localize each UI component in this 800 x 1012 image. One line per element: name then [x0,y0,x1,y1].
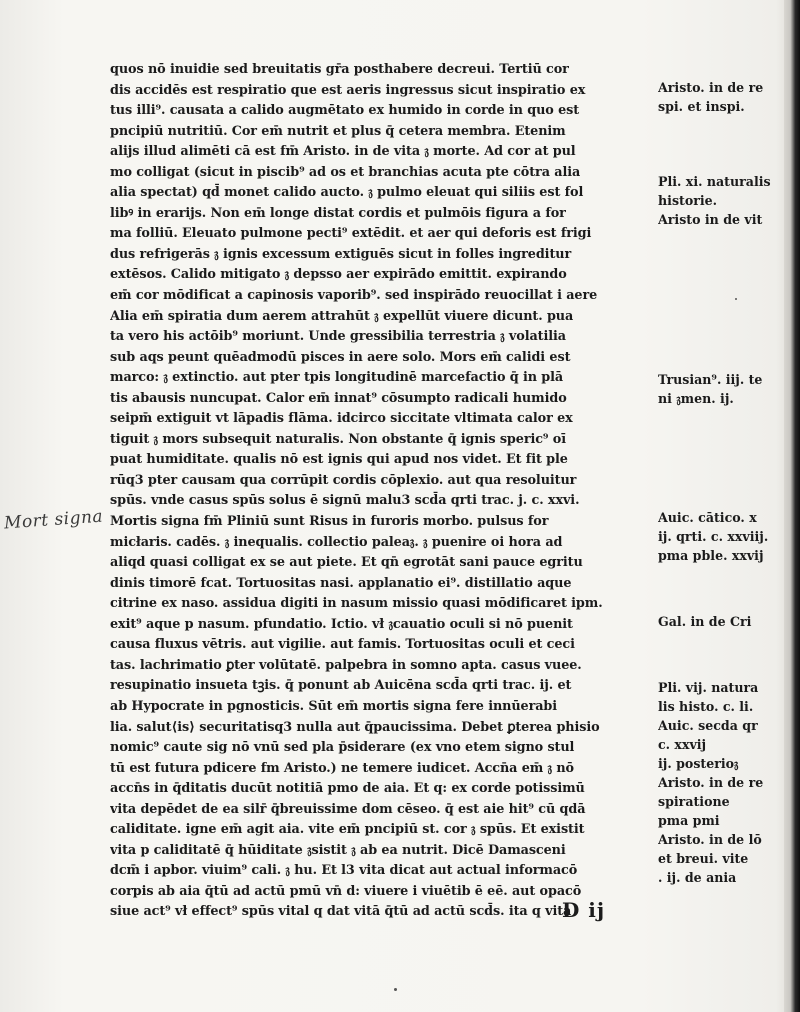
text-line: lia. salut⟨is⟩ securitatisq3 nulla aut q̄paucissima. Debet ꝑterea phisio [110,719,600,735]
text-line: citrine ex naso. assidua digiti in nasum missio quasi mōdificaret ipm. [110,596,603,612]
text-line: ta vero his actōib⁹ moriunt. Unde gressibilia terrestria 𝔷 volatilia [110,329,566,345]
margin-note-line: pma pble. xxvij [658,548,764,563]
margin-note-line: Pli. xi. naturalis [658,174,771,189]
handwritten-margin-note: Mort signa [3,506,104,534]
margin-note [658,172,786,229]
margin-note-line: ij. qrti. c. xxviij. [658,529,769,544]
margin-note [658,370,786,408]
margin-note-line: Aristo. in de re [658,775,764,790]
text-line: pncipiū nutritiū. Cor em̄ nutrit et plus q̄ cetera membra. Etenim [110,123,566,139]
text-line: dinis timorē fcat. Tortuositas nasi. applanatio ei⁹. distillatio aque [110,575,572,591]
text-line: accn̄s in q̄ditatis ducūt notitiā pmo de aia. Et q: ex corde potissimū [110,781,585,797]
text-line: marco: 𝔷 extinctio. aut pter tpis longitudinē marcefactio q̄ in plā [110,370,564,386]
ink-speck [394,988,397,991]
text-line: puat humiditate. qualis nō est ignis qui apud nos videt. Et fit ple [110,452,568,468]
text-line: mo colligat (sicut in piscib⁹ ad os et branchias acuta pte cōtra alia [110,164,581,180]
text-line: caliditate. igne em̄ agit aia. vite em̄ pncipiū st. cor 𝔷 spūs. Et existit [110,822,585,838]
text-line: ab Hypocrate in pgnosticis. Sūt em̄ mortis signa fere innūerabi [110,698,558,714]
margin-note-line: Aristo. in de lō [658,832,762,847]
text-line: rūq3 pter causam qua corrūpit cordis cōplexio. aut qua resoluitur [110,472,577,488]
text-line: sub aqs peunt quēadmodū pisces in aere solo. Mors em̄ calidi est [110,349,571,365]
text-line: aliqd quasi colligat ex se aut piete. Et qn̄ egrotāt sani pauce egritu [110,555,583,571]
margin-note [658,678,786,887]
text-line: dcm̄ i apbor. viuim⁹ cali. 𝔷 hu. Et l3 vita dicat aut actual informacō [110,863,578,879]
ink-speck [735,298,737,300]
margin-note [658,78,786,116]
margin-note-line: spiratione [658,794,730,809]
margin-note-line: historie. [658,193,718,208]
margin-note-line: c. xxvij [658,737,707,752]
text-line: causa fluxus vētris. aut vigilie. aut famis. Tortuositas oculi et ceci [110,637,575,653]
text-line: alijs illud alimēti cā est fm̄ Aristo. in de vita 𝔷 morte. Ad cor at pul [110,144,576,160]
text-line: nomic⁹ caute sig nō vnū sed pla p̄siderare (ex vno etem signo stul [110,740,575,756]
margin-note-line: ni 𝔷men. ij. [658,391,734,406]
margin-note-line: pma pmi [658,813,720,828]
margin-note-line: Trusian⁹. iij. te [658,372,763,387]
text-line: Mortis signa fm̄ Pliniū sunt Risus in furoris morbo. pulsus for [110,514,549,530]
main-text-column [110,60,650,923]
margin-note [658,508,786,565]
margin-note-line: Gal. in de Cri [658,614,752,629]
text-line: tus illi⁹. causata a calido augmētato ex humido in corde in quo est [110,103,580,119]
text-line: corpis ab aia q̄tū ad actū pmū vn̄ d: viuere i viuētib ē eē. aut opacō [110,883,582,899]
text-line: tiguit 𝔷 mors subsequit naturalis. Non obstante q̄ ignis speric⁹ oī [110,431,566,447]
margin-note-line: Aristo in de vit [658,212,763,227]
text-line: dus refrigerās 𝔷 ignis excessum extiguēs sicut in folles ingreditur [110,246,572,262]
text-line: resupinatio insueta tꝫis. q̄ ponunt ab Auicēna scd̄a qrti trac. ij. et [110,678,572,694]
text-line: micłaris. cadēs. 𝔷 inequalis. collectio palea𝔷. 𝔷 puenire oi hora ad [110,534,563,550]
margin-note-line: ij. posterio𝔷 [658,756,739,771]
text-line: libꝰ in erarijs. Non em̄ longe distat cordis et pulmōis figura a for [110,205,566,221]
page-binding-edge [784,0,800,1012]
text-line: alia spectat) qd̄ monet calido aucto. 𝔷 pulmo eleuat qui siliis est fol [110,185,584,201]
margin-note-line: et breui. vite [658,851,749,866]
text-line: extēsos. Calido mitigato 𝔷 depsso aer expirādo emittit. expirando [110,267,567,283]
margin-note-line: lis histo. c. li. [658,699,754,714]
margin-note-line: Auic. secda qr [658,718,758,733]
text-line: quos nō inuidie sed breuitatis gr̄a posthabere decreui. Tertiū cor [110,62,569,77]
text-line: vita p caliditatē q̄ hūiditate 𝔷sistit 𝔷 ab ea nutrit. Dicē Damasceni [110,842,566,858]
text-line: siue act⁹ vł effect⁹ spūs vital q dat vitā q̄tū ad actū scd̄s. ita q vita [110,904,572,920]
text-line: tis abausis nuncupat. Calor em̄ innat⁹ cōsumpto radicali humido [110,390,567,406]
margin-note-line: spi. et inspi. [658,99,745,114]
text-line: tū est futura pdicere fm Aristo.) ne temere iudicet. Accn̄a em̄ 𝔷 nō [110,760,574,776]
signature-mark: D ij [562,898,606,922]
margin-note-line: Auic. cātico. x [658,510,757,525]
text-line: dis accidēs est respiratio que est aeris ingressus sicut inspiratio ex [110,82,586,98]
text-line: em̄ cor mōdificat a capinosis vaporib⁹. sed inspirādo reuocillat i aere [110,288,598,304]
text-line: exit⁹ aque p nasum. pfundatio. Ictio. vł 𝔷cauatio oculi si nō puenit [110,616,573,632]
text-line: ma folliū. Eleuato pulmone pecti⁹ extēdit. et aer qui deforis est frigi [110,226,592,242]
margin-note-line: . ij. de ania [658,870,737,885]
text-line: vita depēdet de ea silr̄ q̄breuissime dom cēseo. q̄ est aie hit⁹ cū qdā [110,801,586,817]
margin-note-line: Pli. vij. natura [658,680,759,695]
margin-note [658,612,786,631]
text-line: seipm̄ extiguit vt lāpadis flāma. idcirco siccitate vltimata calor ex [110,411,573,427]
text-line: spūs. vnde casus spūs solus ē signū malu3 scd̄a qrti trac. j. c. xxvi. [110,493,580,509]
margin-note-line: Aristo. in de re [658,80,764,95]
text-line: Alia em̄ spiratia dum aerem attrahūt 𝔷 expellūt viuere dicunt. pua [110,308,574,324]
text-line: tas. lachrimatio ꝑter volūtatē. palpebra in somno apta. casus vuee. [110,657,582,673]
